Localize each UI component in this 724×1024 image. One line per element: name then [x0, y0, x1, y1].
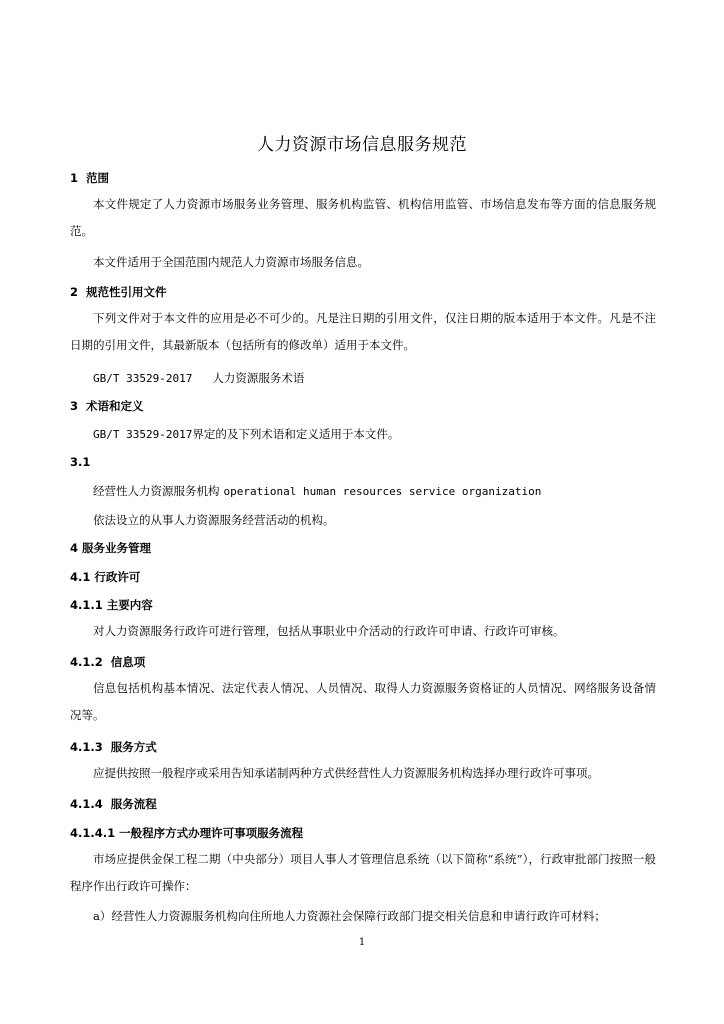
- section-title: 范围: [86, 171, 110, 185]
- paragraph-refs-1: 下列文件对于本文件的应用是必不可少的。凡是注日期的引用文件，仅注日期的版本适用于本文件。凡是不注日期的引用文件，其最新版本（包括所有的修改单）适用于本文件。: [70, 311, 656, 352]
- page-number: 1: [358, 937, 366, 948]
- standard-name: 人力资源服务术语: [212, 371, 305, 385]
- section-title: 行政许可: [94, 570, 141, 584]
- list-item-a: a）经营性人力资源服务机构向住所地人力资源社会保障行政部门提交相关信息和申请行政许可材料；: [93, 909, 606, 923]
- paragraph-4-1-1: 对人力资源服务行政许可进行管理，包括从事职业中介活动的行政许可申请、行政许可审核。: [93, 624, 565, 638]
- section-number: 4: [70, 541, 79, 555]
- section-heading-4-1-4-1: [70, 825, 303, 841]
- section-heading-4-1: [70, 569, 140, 585]
- section-heading-1: [70, 170, 109, 186]
- standard-code: GB/T 33529-2017: [93, 372, 193, 385]
- section-number: 4.1.2: [70, 655, 103, 669]
- section-heading-4-1-2: [70, 654, 145, 670]
- section-title: 服务方式: [110, 740, 157, 754]
- terms-intro: [93, 426, 399, 442]
- section-heading-3: [70, 398, 144, 414]
- term-english: operational human resources service organization: [223, 485, 542, 498]
- section-number: 1: [70, 171, 79, 185]
- section-title: 规范性引用文件: [86, 285, 167, 299]
- section-number: 4.1.4: [70, 797, 103, 811]
- paragraph-4-1-3: 应提供按照一般程序或采用告知承诺制两种方式供经营性人力资源服务机构选择办理行政许可事项。: [93, 766, 599, 780]
- term-entry: [93, 483, 541, 499]
- document-title: 人力资源市场信息服务规范: [257, 135, 467, 155]
- section-number: 4.1: [70, 570, 91, 584]
- section-title: 主要内容: [106, 598, 153, 612]
- section-title: 术语和定义: [86, 399, 144, 413]
- section-heading-4-1-4: [70, 796, 157, 812]
- section-number: 4.1.3: [70, 740, 103, 754]
- section-title: 信息项: [110, 655, 146, 669]
- section-heading-3-1: [70, 455, 98, 469]
- paragraph-scope-1: 本文件规定了人力资源市场服务业务管理、服务机构监管、机构信用监管、市场信息发布等方面的信息服务规范。: [70, 197, 656, 238]
- section-number: 3.1: [70, 455, 91, 469]
- section-title: 服务业务管理: [82, 541, 152, 555]
- terms-intro-text: 界定的及下列术语和定义适用于本文件。: [192, 427, 400, 441]
- term-chinese: 经营性人力资源服务机构: [93, 484, 220, 498]
- section-number: 3: [70, 399, 79, 413]
- section-title: 服务流程: [110, 797, 157, 811]
- section-number: 4.1.4.1: [70, 826, 116, 840]
- section-heading-4: [70, 540, 151, 556]
- paragraph-4-1-4-1: 市场应提供金保工程二期（中央部分）项目人事人才管理信息系统（以下简称“系统”），行政审批部门按照一般程序作出行政许可操作：: [70, 852, 656, 893]
- section-number: 2: [70, 285, 79, 299]
- term-definition: 依法设立的从事人力资源服务经营活动的机构。: [93, 513, 335, 527]
- section-heading-4-1-1: [70, 597, 153, 613]
- standard-code: GB/T 33529-2017: [93, 428, 193, 441]
- section-heading-2: [70, 284, 167, 300]
- normative-reference: [93, 370, 304, 386]
- section-number: 4.1.1: [70, 598, 103, 612]
- section-heading-4-1-3: [70, 739, 157, 755]
- paragraph-4-1-2: 信息包括机构基本情况、法定代表人情况、人员情况、取得人力资源服务资格证的人员情况、网络服务设备情况等。: [70, 681, 656, 722]
- paragraph-scope-2: 本文件适用于全国范围内规范人力资源市场服务信息。: [93, 255, 369, 269]
- section-title: 一般程序方式办理许可事项服务流程: [119, 826, 304, 840]
